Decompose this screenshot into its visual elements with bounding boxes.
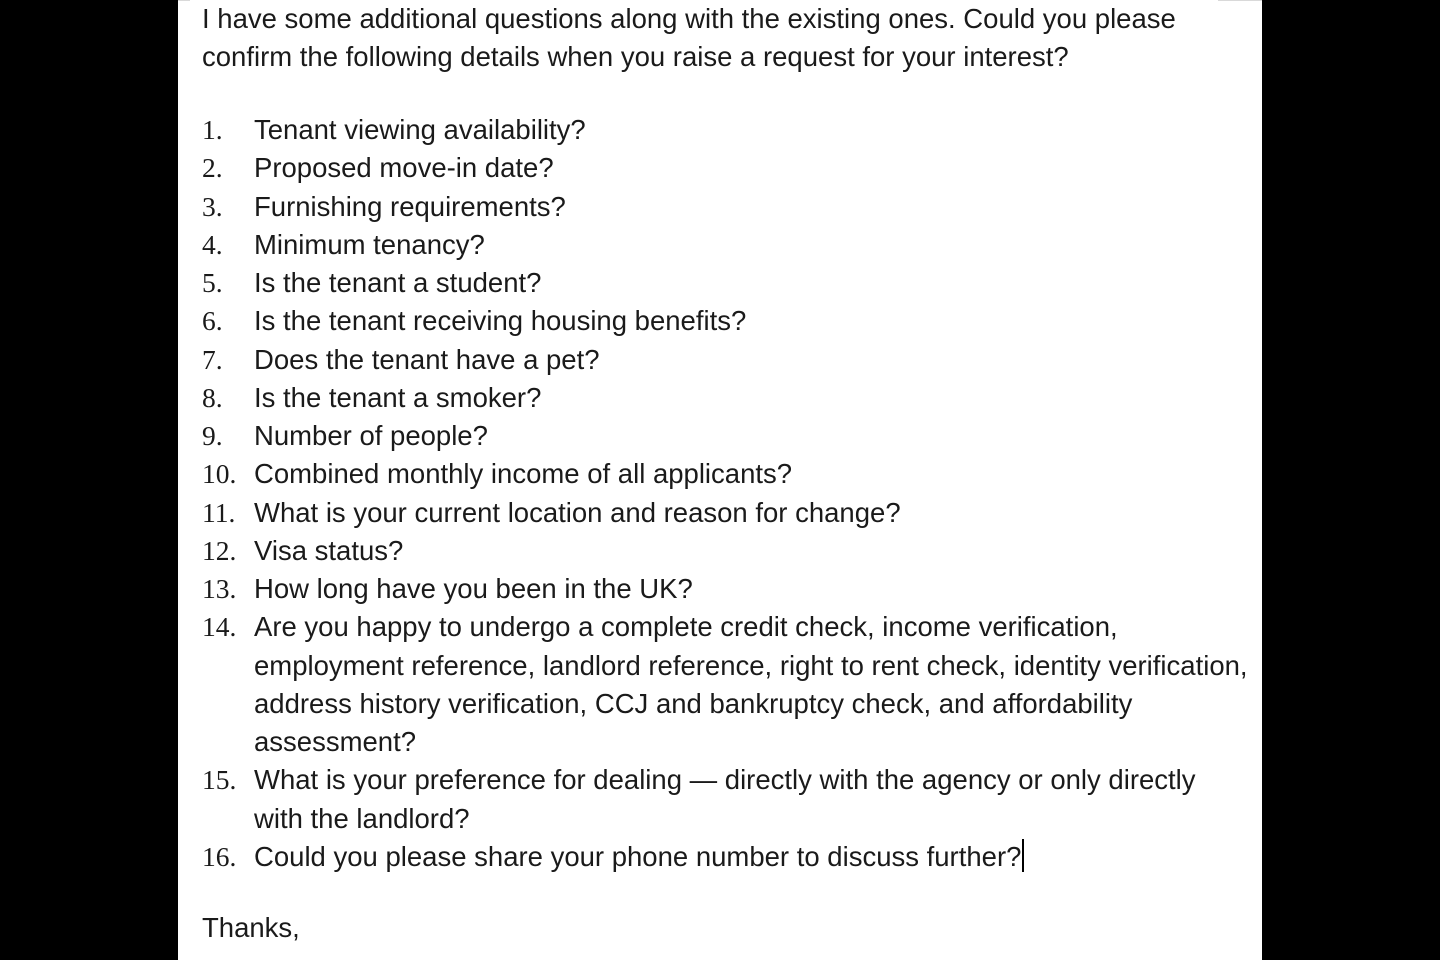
item-text: What is your current location and reason for change? xyxy=(254,496,901,528)
list-item xyxy=(202,494,1252,532)
item-number: 9. xyxy=(202,420,223,451)
list-item xyxy=(202,111,1252,149)
item-number: 10. xyxy=(202,458,237,490)
top-left-rule xyxy=(178,0,190,1)
item-text: Is the tenant receiving housing benefits? xyxy=(254,305,747,337)
email-compose-body[interactable] xyxy=(178,0,1262,960)
list-item xyxy=(202,838,1252,876)
questions-list xyxy=(202,111,1252,876)
item-text: Is the tenant a student? xyxy=(254,267,542,298)
item-text: Are you happy to undergo a complete credit check, income verification, employment reference, landlord reference, right to rent check, identity verification, address history verification, CCJ and bankruptcy check, and affordability assessment? xyxy=(254,611,1248,757)
item-number: 3. xyxy=(202,190,223,222)
item-text: Visa status? xyxy=(254,534,404,566)
item-text: Furnishing requirements? xyxy=(254,190,566,222)
item-number: 14. xyxy=(202,611,237,643)
signoff-text: Thanks, xyxy=(202,912,300,943)
list-item xyxy=(202,417,1252,455)
item-text: Could you please share your phone number to discuss further? xyxy=(254,840,1022,872)
list-item xyxy=(202,532,1252,570)
list-item xyxy=(202,264,1252,302)
item-number: 15. xyxy=(202,764,237,796)
item-number: 2. xyxy=(202,152,223,184)
list-item xyxy=(202,608,1252,761)
item-number: 13. xyxy=(202,573,237,604)
item-text-last xyxy=(254,838,1252,876)
item-number: 16. xyxy=(202,840,237,872)
item-number: 1. xyxy=(202,114,223,145)
item-number: 12. xyxy=(202,534,237,566)
list-item xyxy=(202,455,1252,493)
list-item xyxy=(202,379,1252,417)
item-number: 6. xyxy=(202,305,223,337)
list-item xyxy=(202,226,1252,264)
item-text: Combined monthly income of all applicants? xyxy=(254,458,793,490)
item-text: Proposed move-in date? xyxy=(254,152,554,184)
item-text: What is your preference for dealing — directly with the agency or only directly with the landlord? xyxy=(254,764,1196,834)
intro-paragraph: I have some additional questions along with the existing ones. Could you please confirm the following details when you raise a request for your interest? xyxy=(202,3,1176,73)
item-number: 8. xyxy=(202,381,223,413)
text-cursor xyxy=(1022,839,1024,872)
item-number: 4. xyxy=(202,228,223,260)
list-item xyxy=(202,341,1252,379)
list-item xyxy=(202,302,1252,340)
list-item xyxy=(202,761,1252,838)
list-item xyxy=(202,188,1252,226)
item-text: How long have you been in the UK? xyxy=(254,573,693,604)
item-text: Minimum tenancy? xyxy=(254,228,485,260)
item-text: Is the tenant a smoker? xyxy=(254,381,542,413)
list-item xyxy=(202,570,1252,608)
item-text: Does the tenant have a pet? xyxy=(254,343,600,375)
item-text: Tenant viewing availability? xyxy=(254,114,586,145)
list-item xyxy=(202,149,1252,187)
item-text: Number of people? xyxy=(254,420,488,451)
item-number: 7. xyxy=(202,343,223,375)
item-number: 5. xyxy=(202,267,223,298)
item-number: 11. xyxy=(202,496,236,528)
